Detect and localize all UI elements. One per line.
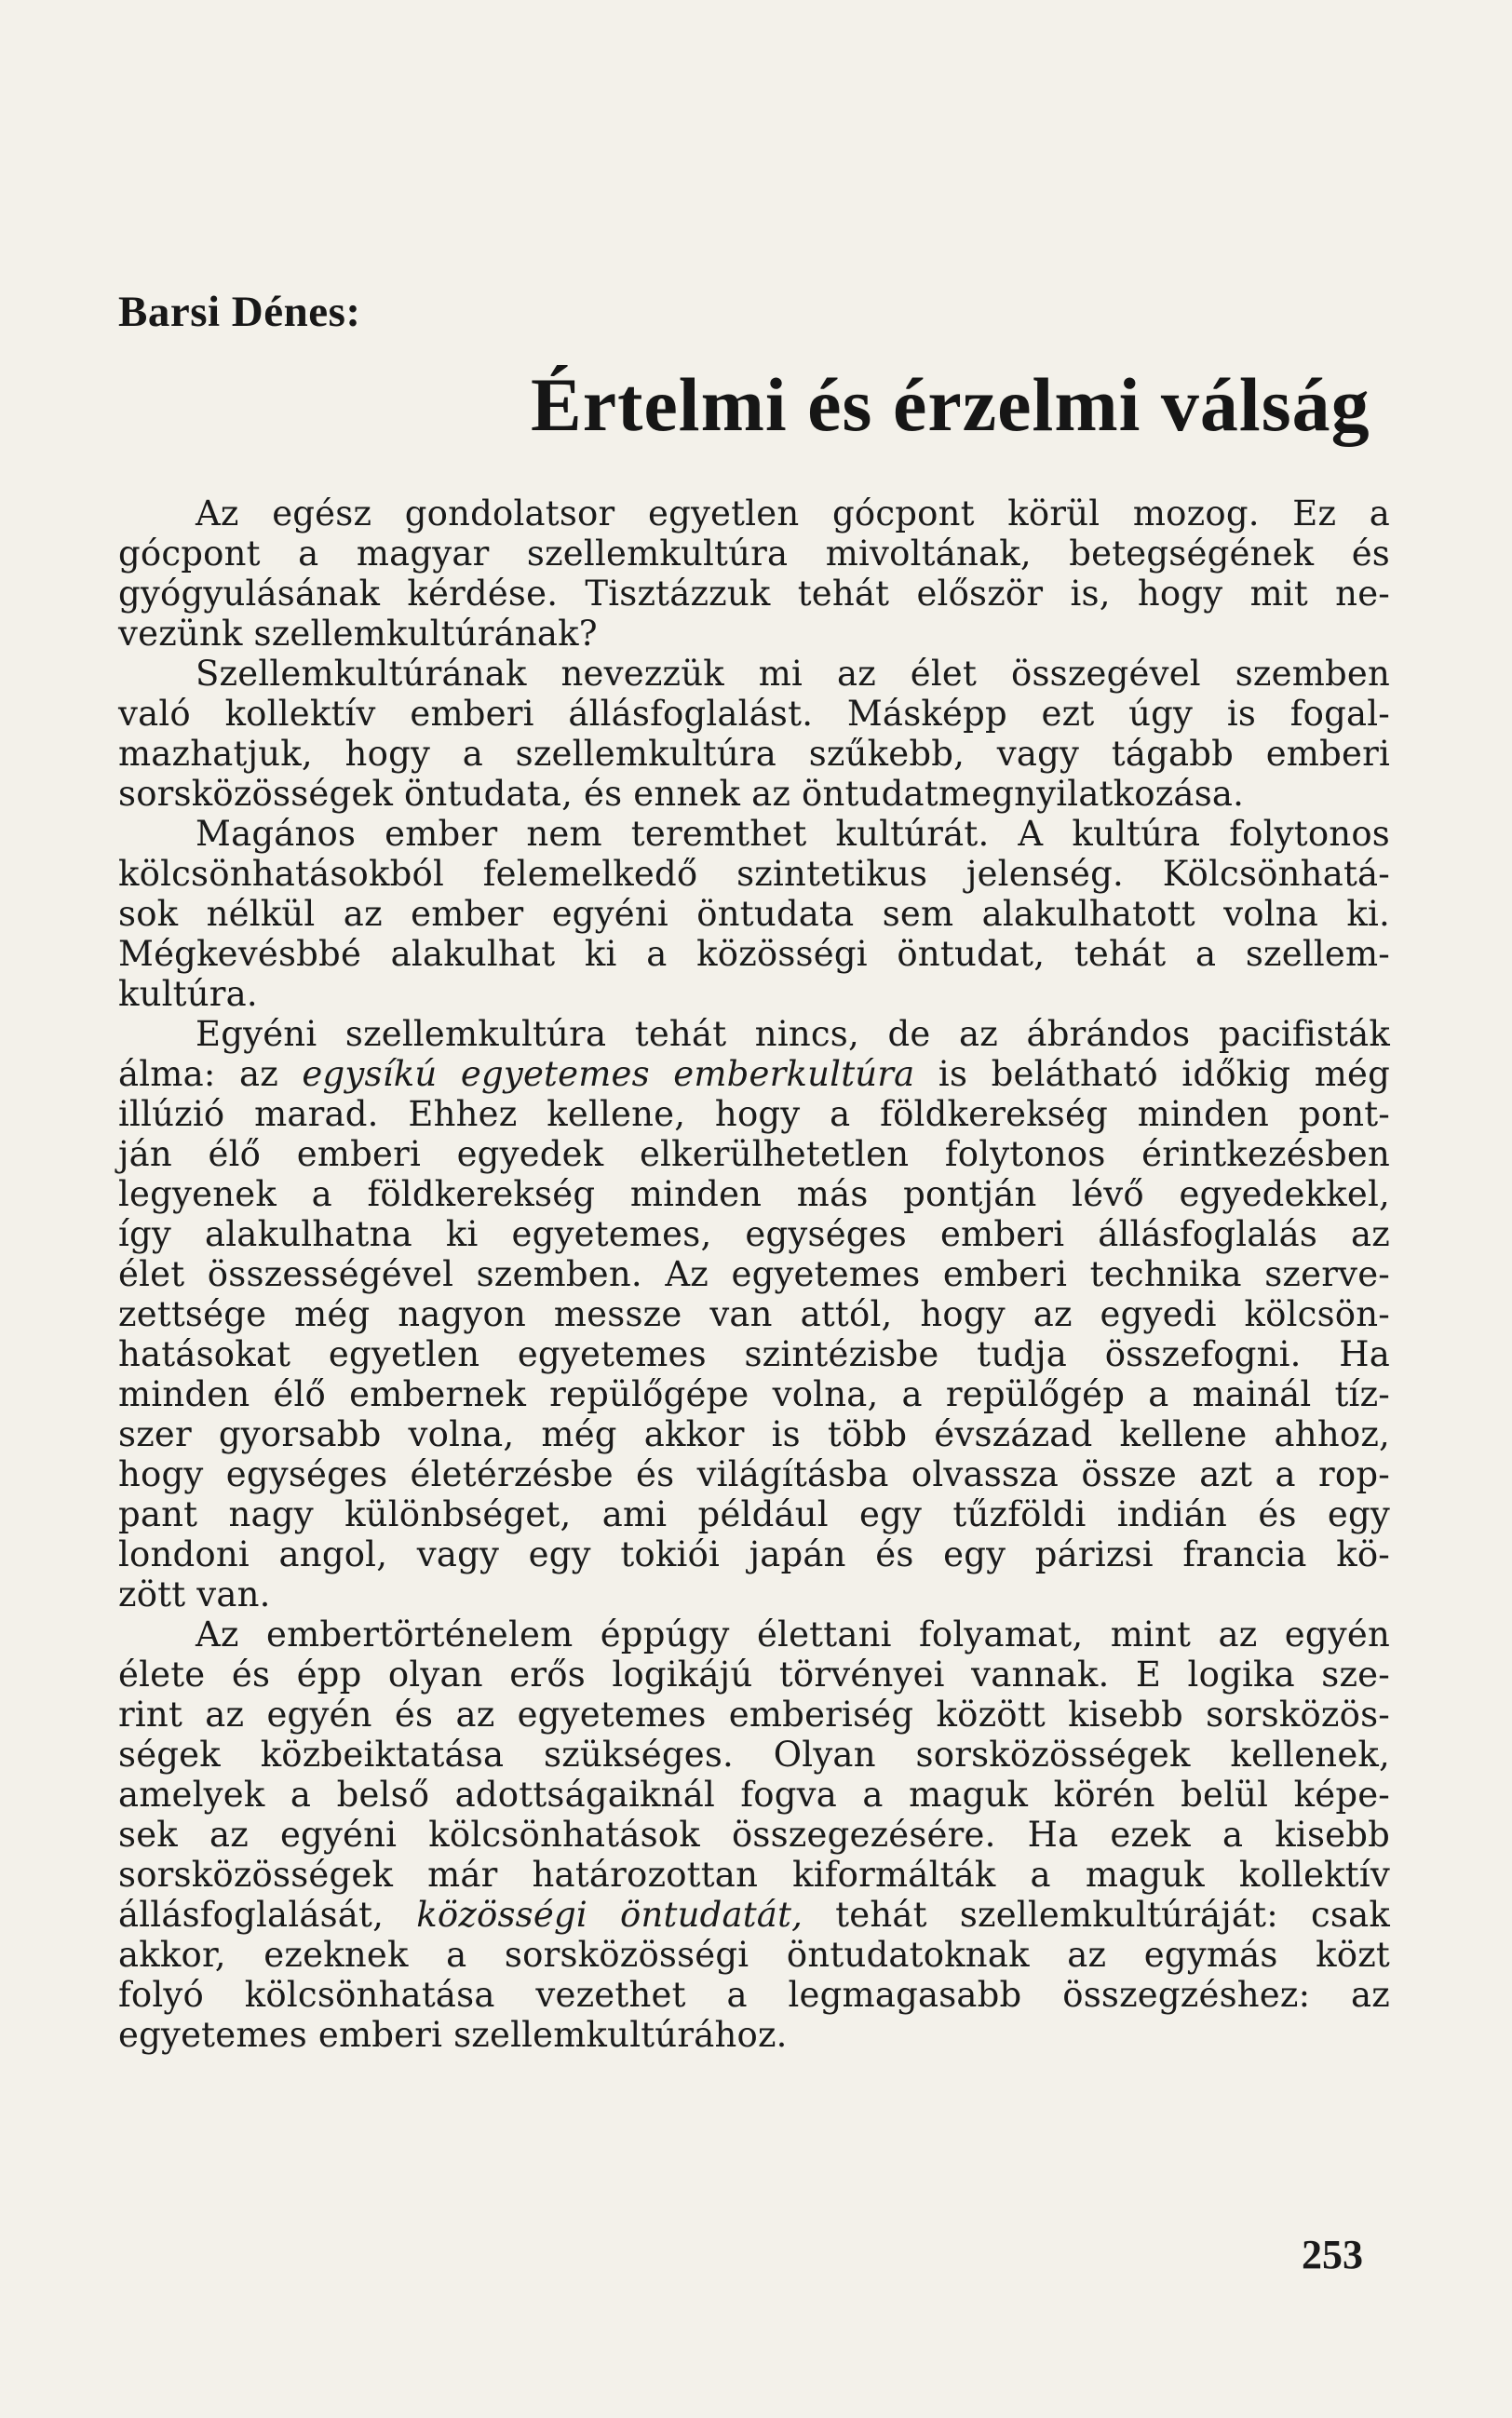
text-line: Mégkevésbbé alakulhat ki a közösségi öntudat, tehát a szellem- [118, 934, 1390, 974]
text-line: ján élő emberi egyedek elkerülhetetlen folytonos érintkezésben [118, 1134, 1390, 1174]
text-line: Az egész gondolatsor egyetlen gócpont körül mozog. Ez a [196, 493, 1390, 534]
text-line: zettsége még nagyon messze van attól, hogy az egyedi kölcsön- [118, 1294, 1390, 1334]
italic-phrase: egysíkú egyetemes emberkultúra [302, 1054, 915, 1094]
text-line: sek az egyéni kölcsönhatások összegezésére. Ha ezek a kisebb [118, 1815, 1390, 1855]
text-line: londoni angol, vagy egy tokiói japán és egy párizsi francia kö- [118, 1534, 1390, 1574]
text-segment: tehát szellemkultúráját: csak [803, 1895, 1390, 1935]
text-line: minden élő embernek repülőgépe volna, a repülőgép a mainál tíz- [118, 1374, 1390, 1414]
paragraph-4 [118, 1014, 1390, 1614]
text-line: ségek közbeiktatása szükséges. Olyan sorsközösségek kellenek, [118, 1735, 1390, 1775]
text-segment: is belátható időkig még [914, 1054, 1390, 1094]
text-line: kölcsönhatásokból felemelkedő szintetikus jelenség. Kölcsönhatá- [118, 854, 1390, 894]
text-line: kultúra. [118, 974, 258, 1014]
paragraph-2 [118, 654, 1390, 814]
text-line: zött van. [118, 1574, 271, 1614]
article-body [118, 493, 1390, 2055]
text-line: rint az egyén és az egyetemes emberiség között kisebb sorsközös- [118, 1695, 1390, 1735]
text-line: való kollektív emberi állásfoglalást. Másképp ezt úgy is fogal- [118, 694, 1390, 734]
text-line: illúzió marad. Ehhez kellene, hogy a földkerekség minden pont- [118, 1094, 1390, 1134]
text-line: Szellemkultúrának nevezzük mi az élet összegével szemben [196, 654, 1390, 694]
text-segment: állásfoglalását, [118, 1895, 417, 1935]
text-line: sok nélkül az ember egyéni öntudata sem alakulhatott volna ki. [118, 894, 1390, 934]
text-line: vezünk szellemkultúrának? [118, 614, 598, 654]
text-line: élete és épp olyan erős logikájú törvényei vannak. E logika sze- [118, 1655, 1390, 1695]
text-line: Az embertörténelem éppúgy élettani folyamat, mint az egyén [196, 1614, 1390, 1655]
text-line: akkor, ezeknek a sorsközösségi öntudatoknak az egymás közt [118, 1935, 1390, 1975]
paragraph-5 [118, 1614, 1390, 2055]
text-line: így alakulhatna ki egyetemes, egységes emberi állásfoglalás az [118, 1214, 1390, 1254]
text-line: Egyéni szellemkultúra tehát nincs, de az ábrándos pacifisták [196, 1014, 1390, 1054]
text-segment: álma: az [118, 1054, 303, 1094]
text-line [118, 1895, 1390, 1935]
text-line: egyetemes emberi szellemkultúrához. [118, 2015, 788, 2055]
text-line: hogy egységes életérzésbe és világításba olvassza össze azt a rop- [118, 1454, 1390, 1494]
text-line: szer gyorsabb volna, még akkor is több évszázad kellene ahhoz, [118, 1414, 1390, 1454]
text-line: gyógyulásának kérdése. Tisztázzuk tehát először is, hogy mit ne- [118, 574, 1390, 614]
article-title: Értelmi és érzelmi válság [531, 362, 1370, 447]
text-line: élet összességével szemben. Az egyetemes emberi technika szerve- [118, 1254, 1390, 1294]
text-line: gócpont a magyar szellemkultúra mivoltának, betegségének és [118, 534, 1390, 574]
paragraph-3 [118, 814, 1390, 1014]
text-line: folyó kölcsönhatása vezethet a legmagasabb összegzéshez: az [118, 1975, 1390, 2015]
italic-phrase: közösségi öntudatát, [416, 1895, 803, 1935]
page-number: 253 [1302, 2232, 1363, 2277]
paragraph-1 [118, 493, 1390, 654]
text-line: pant nagy különbséget, ami például egy tűzföldi indián és egy [118, 1494, 1390, 1534]
author-name: Barsi Dénes: [118, 288, 361, 336]
text-line: amelyek a belső adottságaiknál fogva a maguk körén belül képe- [118, 1775, 1390, 1815]
text-line: Magános ember nem teremthet kultúrát. A kultúra folytonos [196, 814, 1390, 854]
text-line [118, 1054, 1390, 1094]
text-line: hatásokat egyetlen egyetemes szintézisbe tudja összefogni. Ha [118, 1334, 1390, 1374]
text-line: sorsközösségek öntudata, és ennek az öntudatmegnyilatkozása. [118, 774, 1245, 814]
text-line: legyenek a földkerekség minden más pontján lévő egyedekkel, [118, 1174, 1390, 1214]
text-line: mazhatjuk, hogy a szellemkultúra szűkebb, vagy tágabb emberi [118, 734, 1390, 774]
text-line: sorsközösségek már határozottan kiformálták a maguk kollektív [118, 1855, 1390, 1895]
